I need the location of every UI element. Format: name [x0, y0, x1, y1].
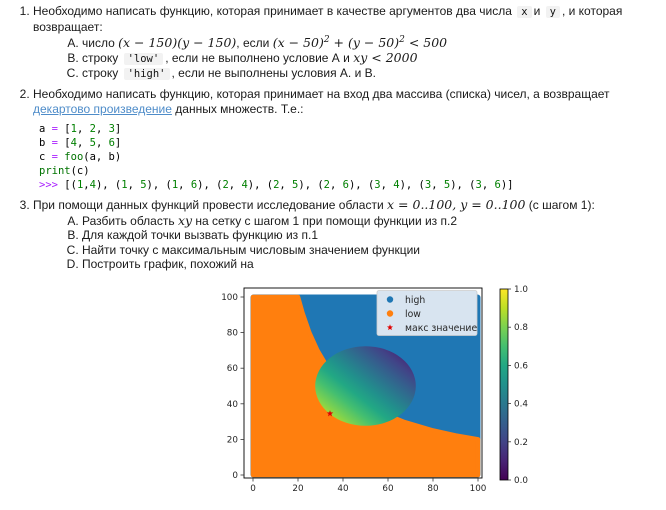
y-tick-label: 60: [226, 363, 238, 374]
cartesian-product-link[interactable]: декартово произведение: [33, 101, 172, 116]
colorbar-label: 0.0: [514, 475, 528, 486]
plot-legend: [377, 290, 477, 335]
python-code-block: [39, 122, 662, 192]
colorbar-label: 0.4: [514, 399, 528, 410]
y-tick-label: 80: [226, 328, 238, 339]
y-tick-label: 20: [226, 434, 238, 445]
math-xy: xy: [177, 212, 193, 228]
task-1c-text: строку: [82, 66, 119, 80]
y-tick-label: 0: [232, 470, 238, 481]
x-tick-label: 40: [337, 483, 349, 494]
task-1a-text: , если: [236, 36, 273, 50]
task-1c: [82, 66, 662, 82]
colorbar-ticks: [508, 289, 511, 480]
task-2-text: Необходимо написать функцию, которая принимает на вход два массива (списка) чисел, а возвращает: [33, 86, 610, 101]
code-line: b = [4, 5, 6]: [39, 136, 122, 149]
task-1-sublist: [33, 36, 662, 82]
code-line: a = [1, 2, 3]: [39, 122, 122, 135]
task-1b-text: строку: [82, 50, 119, 65]
code-line: c = foo(a, b): [39, 150, 122, 163]
math-circle-condition: $(x - 50)^2 + (y - 50)^2 < 500$: [272, 34, 448, 50]
colorbar-tick-labels: [514, 285, 528, 486]
task-2-text: данных множеств. Т.е.:: [175, 101, 304, 116]
legend-marker-low: [387, 310, 393, 316]
task-3d: D. Построить график, похожий на: [82, 257, 662, 272]
task-3b: B. Для каждой точки вызвать функцию из п.1: [82, 228, 662, 243]
colorbar-label: 0.6: [514, 360, 528, 371]
x-tick-label: 0: [250, 483, 256, 494]
legend-label-max: макс значение: [405, 322, 478, 334]
task-1: [33, 4, 662, 82]
task-1c-text: , если не выполнены условия А. и В.: [171, 66, 376, 80]
task-1b-text: , если не выполнено условие А и: [165, 50, 354, 65]
task-2: [33, 87, 662, 192]
task-3a: A. Разбить область xy на сетку с шагом 1 при помощи функции из п.2: [82, 214, 662, 229]
y-axis-ticks: [241, 297, 245, 475]
math-xy-condition: xy < 2000: [353, 49, 418, 65]
task-1a: [82, 36, 662, 51]
x-tick-label: 100: [469, 483, 487, 494]
research-plot-figure: [218, 277, 558, 510]
y-tick-label: 40: [226, 399, 238, 410]
math-domain: x = 0..100, y = 0..100: [387, 196, 526, 212]
x-tick-label: 80: [427, 483, 439, 494]
task-1b: [82, 51, 662, 67]
inline-code-y: y: [546, 6, 560, 18]
inline-code-low: 'low': [124, 53, 164, 65]
code-line: >>> [(1,4), (1, 5), (1, 6), (2, 4), (2, 5), (2, 6), (3, 4), (3, 5), (3, 6)]: [39, 178, 514, 191]
math-product: (x − 150)(y − 150): [118, 35, 237, 50]
research-plot: [218, 277, 548, 506]
legend-label-high: high: [405, 294, 426, 306]
x-tick-label: 60: [382, 483, 394, 494]
task-1-text: и: [533, 4, 541, 18]
task-list: [0, 4, 662, 272]
legend-marker-high: [387, 296, 393, 302]
y-tick-label: 100: [221, 292, 238, 303]
task-3c: C. Найти точку с максимальным числовым значением функции: [82, 243, 662, 258]
x-axis-ticks: [253, 478, 478, 482]
task-3: [33, 197, 662, 272]
inline-code-x: x: [517, 6, 531, 18]
y-axis-tick-labels: [221, 293, 238, 481]
task-3-text: (с шагом 1):: [525, 197, 595, 212]
x-tick-label: 20: [292, 483, 304, 494]
task-1-text: , и которая возвращает:: [33, 4, 623, 34]
inline-code-high: 'high': [124, 68, 170, 80]
task-3-text: При помощи данных функций провести исследование области: [33, 197, 388, 212]
legend-label-low: low: [405, 308, 421, 320]
colorbar-gradient: [500, 289, 508, 480]
code-line: print(c): [39, 164, 90, 177]
x-axis-tick-labels: [250, 484, 487, 494]
colorbar-label: 0.2: [514, 437, 528, 448]
task-1a-text: число: [82, 36, 119, 50]
task-3-sublist: [33, 214, 662, 272]
task-1-text: Необходимо написать функцию, которая принимает в качестве аргументов два числа: [33, 4, 512, 18]
colorbar: [500, 285, 528, 486]
colorbar-label: 0.8: [514, 322, 528, 333]
colorbar-label: 1.0: [514, 284, 528, 295]
